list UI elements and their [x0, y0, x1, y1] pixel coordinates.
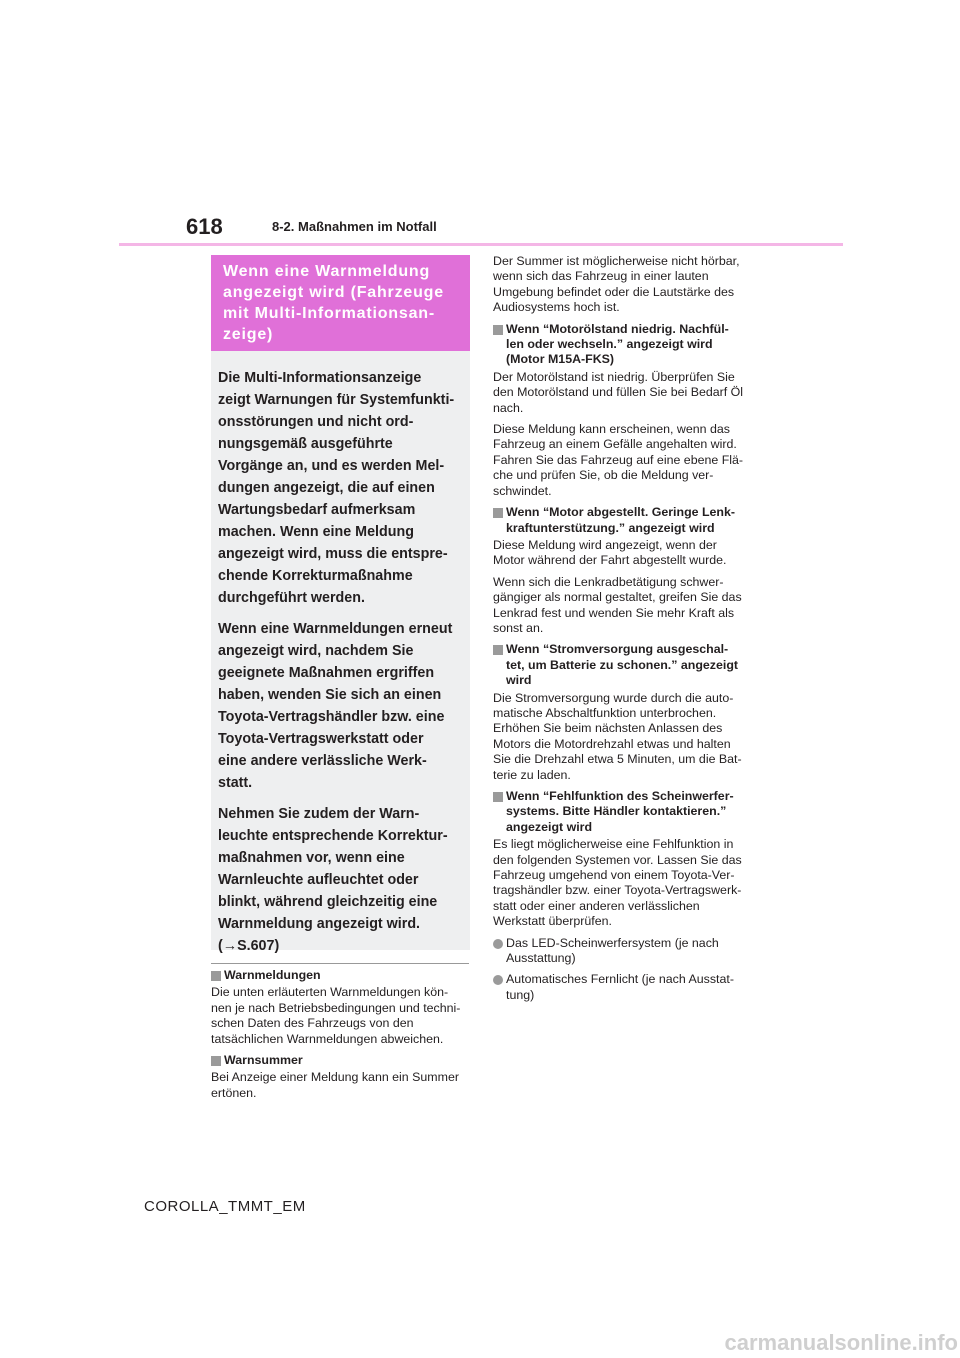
page-reference-link[interactable]: S.607 — [237, 938, 275, 954]
subheading-headlight — [493, 789, 755, 835]
right-column — [493, 254, 755, 1009]
subheading-text: Wenn “Stromversorgung ausgeschal- tet, um Batterie zu schonen.” angezeigt wird — [506, 642, 739, 688]
reference-arrow-icon: → — [222, 938, 238, 954]
header-rule — [119, 243, 843, 246]
subheading-motor — [493, 505, 755, 536]
body-paragraph: Bei Anzeige einer Meldung kann ein Summer ertönen. — [211, 1070, 459, 1100]
subheading-warnsummer — [211, 1053, 471, 1068]
subheading-text: Wenn “Motorölstand niedrig. Nachfül- len oder wechseln.” angezeigt wird (Motor M15A-FKS) — [506, 321, 729, 367]
body-paragraph: Die unten erläuterten Warnmeldungen kön- nen je nach Betriebsbedingungen und techni- schen Daten des Fahrzeugs von den tatsächlichen Warnmeldungen abweichen. — [211, 985, 461, 1046]
list-item-text: Das LED-Scheinwerfersystem (je nach Ausstattung) — [506, 935, 719, 966]
subheading-power — [493, 642, 755, 688]
square-bullet-icon — [211, 1056, 221, 1066]
subheading-text: Warnmeldungen — [224, 968, 321, 982]
page-number: 618 — [186, 214, 223, 239]
intro-paragraph-3: Nehmen Sie zudem der Warn- leuchte entsprechende Korrektur- maßnahmen vor, wenn eine Warnleuchte aufleuchtet oder blinkt, während gleichzeitig eine Warnmeldung angezeigt wird. (→S.607) — [218, 806, 448, 954]
divider — [211, 963, 469, 964]
subheading-text: Wenn “Motor abgestellt. Geringe Lenk- kraftunterstützung.” angezeigt wird — [506, 505, 736, 535]
square-bullet-icon — [493, 325, 503, 335]
body-paragraph: Wenn sich die Lenkradbetätigung schwer- gängiger als normal gestaltet, greifen Sie das Lenkrad fest und wenden Sie mehr Kraft als sonst an. — [493, 574, 742, 635]
square-bullet-icon — [493, 645, 503, 655]
intro-paragraph-1: Die Multi-Informationsanzeige zeigt Warnungen für Systemfunkti- onsstörungen und nicht ord- nungsgemäß ausgeführte Vorgänge an, und es werden Mel- dungen angezeigt, die auf einen Wartungsbedarf aufmerksam machen. Wenn eine Meldung angezeigt wird, muss die entspre- chende Korrekturmaßnahme durchgeführt werden. — [218, 370, 455, 606]
body-paragraph: Der Motorölstand ist niedrig. Überprüfen Sie den Motorölstand und füllen Sie bei Bedarf Öl nach. — [493, 369, 744, 415]
square-bullet-icon — [493, 792, 503, 802]
title-line: angezeigt wird (Fahrzeuge — [223, 284, 444, 301]
subheading-text: Wenn “Fehlfunktion des Scheinwerfer- systems. Bitte Händler kontaktieren.” angezeigt wird — [506, 789, 734, 834]
body-paragraph: Diese Meldung wird angezeigt, wenn der Motor während der Fahrt abgestellt wurde. — [493, 537, 727, 568]
body-paragraph: Diese Meldung kann erscheinen, wenn das Fahrzeug an einem Gefälle angehalten wird. Fahren Sie das Fahrzeug auf eine ebene Flä- che und prüfen Sie, ob die Meldung ver- schwindet. — [493, 422, 744, 498]
title-box — [211, 255, 470, 351]
intro-paragraph-3-text: Nehmen Sie zudem der Warn- leuchte entsprechende Korrektur- maßnahmen vor, wenn eine Warnleuchte aufleuchtet oder blinkt, während gleichzeitig eine Warnmeldung angezeigt wird. — [218, 806, 448, 932]
title-line: mit Multi-Informationsan- — [223, 305, 435, 322]
body-paragraph: Die Stromversorgung wurde durch die auto- matische Abschaltfunktion unterbrochen. Erhöhen Sie beim nächsten Anlassen des Motors die Motordrehzahl etwas und halten Sie die Drehzahl etwa 5 Minuten, um die Bat- terie zu laden. — [493, 690, 742, 782]
left-column — [211, 968, 471, 1107]
title-line: zeige) — [223, 326, 274, 343]
subheading-text: Warnsummer — [224, 1053, 303, 1068]
title-line: Wenn eine Warnmeldung — [223, 263, 431, 280]
circle-bullet-icon — [493, 975, 503, 985]
body-paragraph: Es liegt möglicherweise eine Fehlfunktion in den folgenden Systemen vor. Lassen Sie das Fahrzeug umgehend von einem Toyota-Ver- tragshändler bzw. einer Toyota-Vertragswerk- statt oder einer anderen verlässlichen Werkstatt überprüfen. — [493, 837, 742, 929]
intro-paragraph-2: Wenn eine Warnmeldungen erneut angezeigt wird, nachdem Sie geeignete Maßnahmen ergriffen haben, wenden Sie sich an einen Toyota-Vertragshändler bzw. eine Toyota-Vertragswerkstatt oder eine andere verlässliche Werk- statt. — [218, 621, 453, 791]
list-item-text: Automatisches Fernlicht (je nach Ausstat- tung) — [506, 972, 734, 1002]
subheading-warnmeldungen — [211, 968, 471, 983]
subheading-oil — [493, 322, 755, 368]
section-heading: 8-2. Maßnahmen im Notfall — [272, 219, 437, 234]
watermark: carmanualsonline.info — [724, 1330, 958, 1355]
intro-box — [211, 351, 470, 954]
list-item — [493, 936, 755, 967]
square-bullet-icon — [211, 971, 221, 981]
list-item — [493, 972, 755, 1003]
circle-bullet-icon — [493, 939, 503, 949]
footer-model-code: COROLLA_TMMT_EM — [144, 1198, 306, 1215]
body-paragraph: Der Summer ist möglicherweise nicht hörbar, wenn sich das Fahrzeug in einer lauten Umgebung befindet oder die Lautstärke des Audiosystems hoch ist. — [493, 254, 740, 315]
square-bullet-icon — [493, 508, 503, 518]
